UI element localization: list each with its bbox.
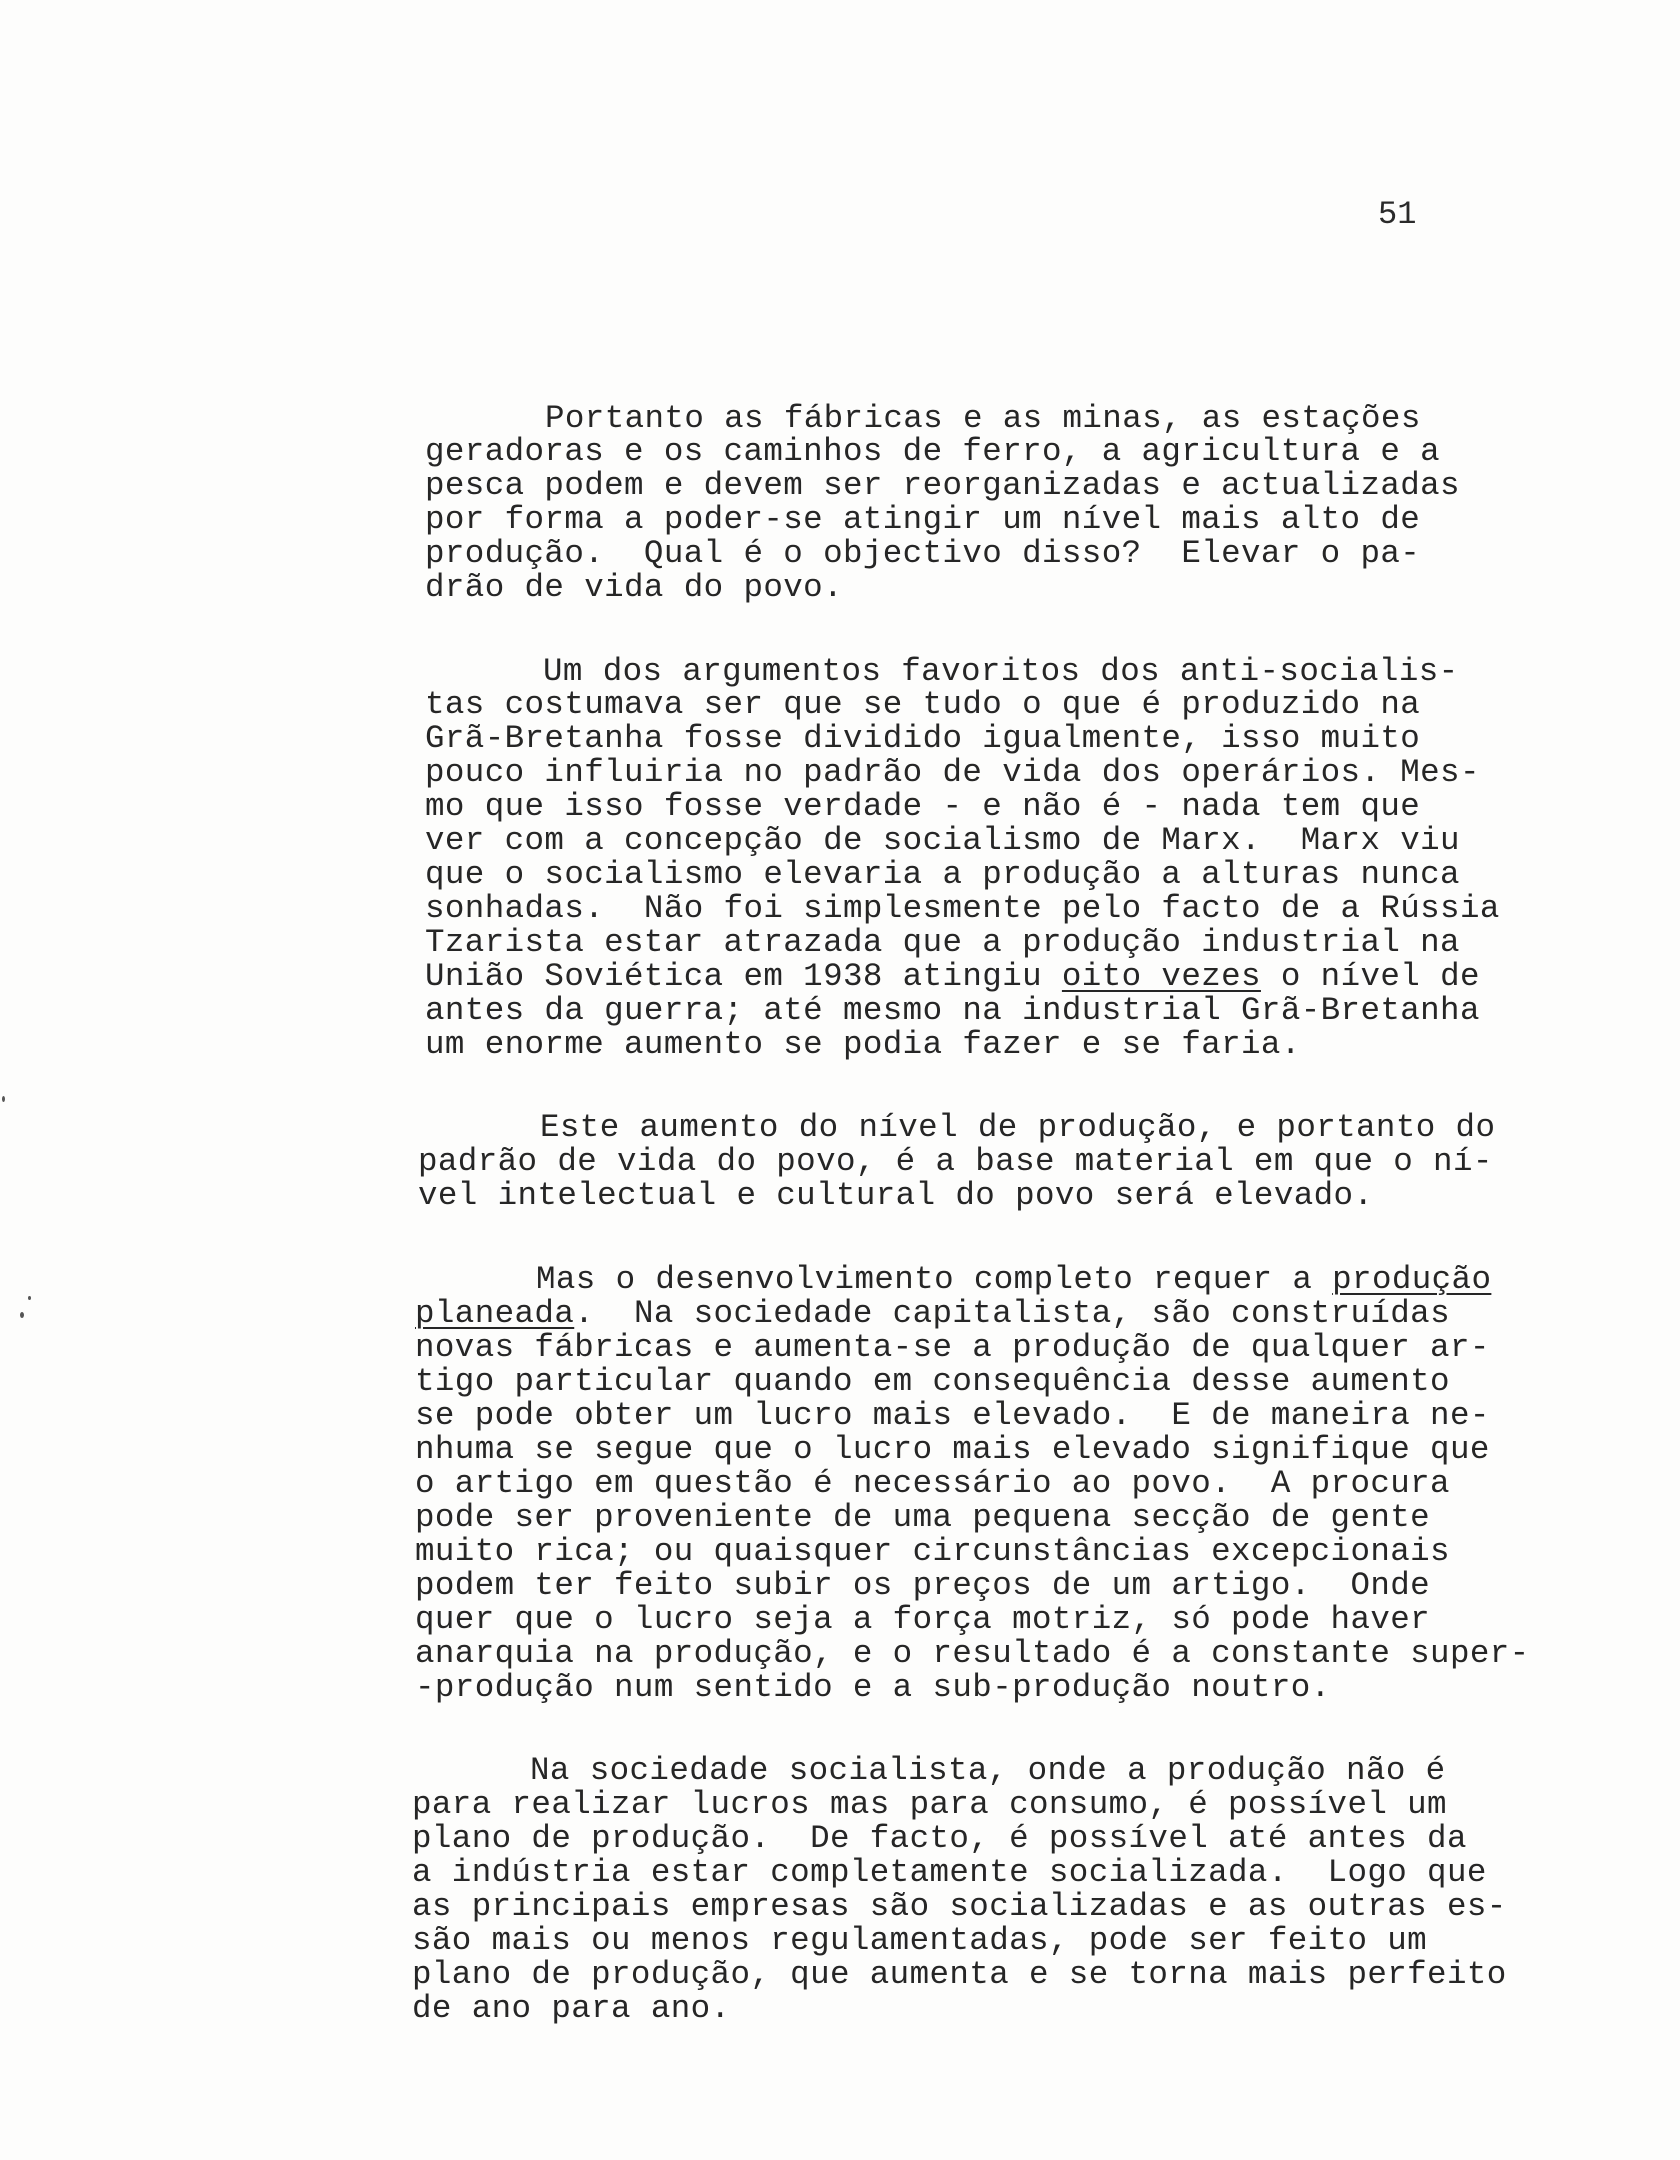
paragraph-2-line: Um dos argumentos favoritos dos anti-socialis-	[543, 653, 1459, 690]
paragraph-3-line: vel intelectual e cultural do povo será elevado.	[418, 1177, 1374, 1214]
paragraph-4-line: se pode obter um lucro mais elevado. E de maneira ne-	[415, 1397, 1490, 1434]
paragraph-4-line: anarquia na produção, e o resultado é a constante super-	[415, 1635, 1530, 1672]
paragraph-5-line: a indústria estar completamente socializada. Logo que	[412, 1854, 1487, 1891]
paragraph-5-line: de ano para ano.	[412, 1990, 731, 2027]
paragraph-2-line: que o socialismo elevaria a produção a alturas nunca	[425, 856, 1460, 893]
paragraph-1-line: produção. Qual é o objectivo disso? Elevar o pa-	[425, 535, 1421, 572]
paragraph-4-line: muito rica; ou quaisquer circunstâncias excepcionais	[415, 1533, 1450, 1570]
paragraph-4-line: quer que o lucro seja a força motriz, só pode haver	[415, 1601, 1431, 1638]
paragraph-4-line: Mas o desenvolvimento completo requer a produção	[536, 1261, 1492, 1298]
paragraph-1-line: drão de vida do povo.	[425, 569, 843, 606]
paragraph-2-line: mo que isso fosse verdade - e não é - nada tem que	[425, 788, 1421, 825]
paragraph-2-line: ver com a concepção de socialismo de Marx. Marx viu	[425, 822, 1460, 859]
paragraph-1-line: Portanto as fábricas e as minas, as estações	[545, 400, 1421, 437]
paragraph-1-line: geradoras e os caminhos de ferro, a agricultura e a	[425, 433, 1441, 470]
paragraph-5-line: plano de produção, que aumenta e se torna mais perfeito	[412, 1956, 1507, 1993]
underlined-phrase: oito vezes	[1061, 958, 1261, 995]
paragraph-4-line: novas fábricas e aumenta-se a produção de qualquer ar-	[415, 1329, 1490, 1366]
paragraph-2-line: tas costumava ser que se tudo o que é produzido na	[425, 686, 1421, 723]
paragraph-4-line: planeada. Na sociedade capitalista, são construídas	[415, 1295, 1450, 1332]
paragraph-5-line: são mais ou menos regulamentadas, pode ser feito um	[412, 1922, 1428, 1959]
scan-speck	[2, 1096, 5, 1102]
underlined-phrase: produção	[1332, 1261, 1492, 1298]
paragraph-5-line: para realizar lucros mas para consumo, é possível um	[412, 1786, 1447, 1823]
underlined-phrase: planeada	[415, 1295, 575, 1332]
scan-speck	[28, 1296, 31, 1300]
paragraph-2-line: um enorme aumento se podia fazer e se faria.	[425, 1026, 1301, 1063]
paragraph-1-line: pesca podem e devem ser reorganizadas e actualizadas	[425, 467, 1460, 504]
paragraph-2-line: Tzarista estar atrazada que a produção industrial na	[425, 924, 1460, 961]
paragraph-4-line: pode ser proveniente de uma pequena secção de gente	[415, 1499, 1431, 1536]
paragraph-2-line: pouco influiria no padrão de vida dos operários. Mes-	[425, 754, 1480, 791]
paragraph-4-line: -produção num sentido e a sub-produção noutro.	[415, 1669, 1331, 1706]
paragraph-5-line: as principais empresas são socializadas e as outras es-	[412, 1888, 1507, 1925]
paragraph-3-line: padrão de vida do povo, é a base material em que o ní-	[418, 1143, 1493, 1180]
paragraph-2-line: Grã-Bretanha fosse dividido igualmente, isso muito	[425, 720, 1421, 757]
paragraph-2-line: antes da guerra; até mesmo na industrial Grã-Bretanha	[425, 992, 1480, 1029]
paragraph-3-line: Este aumento do nível de produção, e portanto do	[540, 1109, 1496, 1146]
paragraph-4-line: o artigo em questão é necessário ao povo. A procura	[415, 1465, 1450, 1502]
paragraph-5-line: Na sociedade socialista, onde a produção não é	[530, 1752, 1446, 1789]
page-number: 51	[1378, 196, 1417, 233]
scan-speck	[20, 1312, 24, 1318]
paragraph-2-line: sonhadas. Não foi simplesmente pelo facto de a Rússia	[425, 890, 1500, 927]
paragraph-1-line: por forma a poder-se atingir um nível mais alto de	[425, 501, 1421, 538]
paragraph-5-line: plano de produção. De facto, é possível até antes da	[412, 1820, 1467, 1857]
paragraph-4-line: podem ter feito subir os preços de um artigo. Onde	[415, 1567, 1431, 1604]
paragraph-4-line: tigo particular quando em consequência desse aumento	[415, 1363, 1450, 1400]
paragraph-4-line: nhuma se segue que o lucro mais elevado signifique que	[415, 1431, 1490, 1468]
paragraph-2-line: União Soviética em 1938 atingiu oito vezes o nível de	[425, 958, 1480, 995]
